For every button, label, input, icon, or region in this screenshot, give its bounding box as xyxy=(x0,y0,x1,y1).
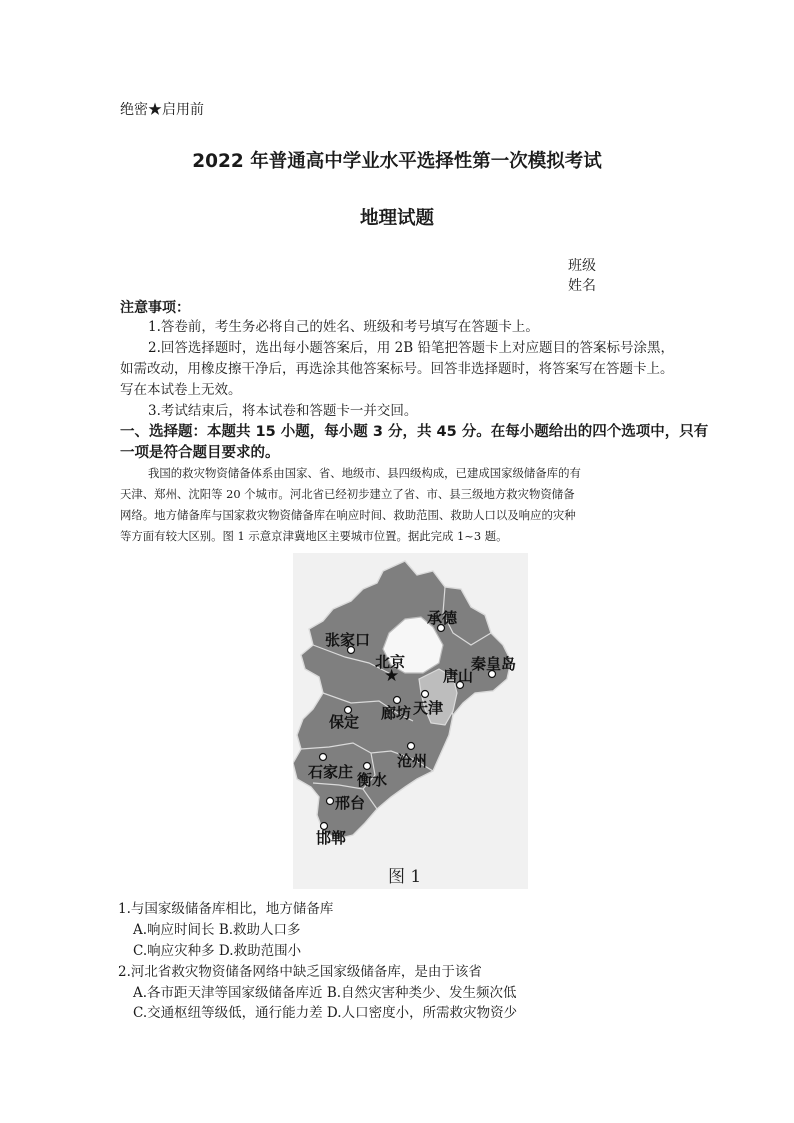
question-1-stem: 1.与国家级储备库相比，地方储备库 xyxy=(118,901,334,917)
material-line-3: 网络。地方储备库与国家救灾物资储备库在响应时间、救助范围、救助人口以及响应的灾种 xyxy=(120,508,576,522)
city-label-tianjin: 天津 xyxy=(413,699,444,717)
question-2-options-ab: A.各市距天津等国家级储备库近 B.自然灾害种类少、发生频次低 xyxy=(133,985,517,1001)
notes-heading: 注意事项： xyxy=(120,300,190,316)
note-item-2-line-2: 如需改动，用橡皮擦干净后，再选涂其他答案标号。回答非选择题时，将答案写在答题卡上。 xyxy=(120,361,674,377)
beijing-tianjin-hebei-map xyxy=(293,553,528,889)
secret-mark: 绝密★启用前 xyxy=(120,102,204,118)
city-label-langfang: 廊坊 xyxy=(381,704,412,722)
question-2-stem: 2.河北省救灾物资储备网络中缺乏国家级储备库，是由于该省 xyxy=(118,964,482,980)
note-item-3: 3.考试结束后，将本试卷和答题卡一并交回。 xyxy=(148,403,418,419)
question-1-options-cd: C.响应灾种多 D.救助范围小 xyxy=(133,943,302,959)
question-1-options-ab: A.响应时间长 B.救助人口多 xyxy=(133,922,301,938)
material-line-2: 天津、郑州、沈阳等 20 个城市。河北省已经初步建立了省、市、县三级地方救灾物资储备 xyxy=(120,487,575,501)
city-label-cangzhou: 沧州 xyxy=(397,752,428,770)
city-label-shijiazhuang: 石家庄 xyxy=(308,763,354,781)
name-label: 姓名 xyxy=(568,278,596,294)
question-2-options-cd: C.交通枢纽等级低，通行能力差 D.人口密度小，所需救灾物资少 xyxy=(133,1005,518,1021)
material-line-1: 我国的救灾物资储备体系由国家、省、地级市、县四级构成，已建成国家级储备库的有 xyxy=(148,466,581,480)
city-label-xingtai: 邢台 xyxy=(335,794,366,812)
section-heading-line-2: 一项是符合题目要求的。 xyxy=(120,445,280,461)
city-label-chengde: 承德 xyxy=(427,609,458,627)
city-label-handan: 邯郸 xyxy=(316,829,347,847)
city-label-zhangjiakou: 张家口 xyxy=(325,631,371,649)
figure-label: 图 1 xyxy=(388,867,422,887)
class-label: 班级 xyxy=(568,258,596,274)
city-label-tangshan: 唐山 xyxy=(443,667,474,685)
note-item-2-line-3: 写在本试卷上无效。 xyxy=(120,382,242,398)
city-label-qinhuangdao: 秦皇岛 xyxy=(471,655,517,673)
exam-title: 2022 年普通高中学业水平选择性第一次模拟考试 xyxy=(192,151,602,172)
city-label-hengshui: 衡水 xyxy=(357,771,388,789)
note-item-2-line-1: 2.回答选择题时，选出每小题答案后，用 2B 铅笔把答题卡上对应题目的答案标号涂黑， xyxy=(148,340,674,356)
city-label-baoding: 保定 xyxy=(329,713,360,731)
exam-subtitle: 地理试题 xyxy=(359,208,434,229)
material-line-4: 等方面有较大区别。图 1 示意京津冀地区主要城市位置。据此完成 1~3 题。 xyxy=(120,529,508,543)
city-label-beijing: 北京 xyxy=(375,653,406,671)
note-item-1: 1.答卷前，考生务必将自己的姓名、班级和考号填写在答题卡上。 xyxy=(148,319,539,335)
capital-star-icon: ★ xyxy=(384,666,400,686)
section-heading-line-1: 一、选择题：本题共 15 小题，每小题 3 分，共 45 分。在每小题给出的四个选项中，只有 xyxy=(120,424,709,440)
